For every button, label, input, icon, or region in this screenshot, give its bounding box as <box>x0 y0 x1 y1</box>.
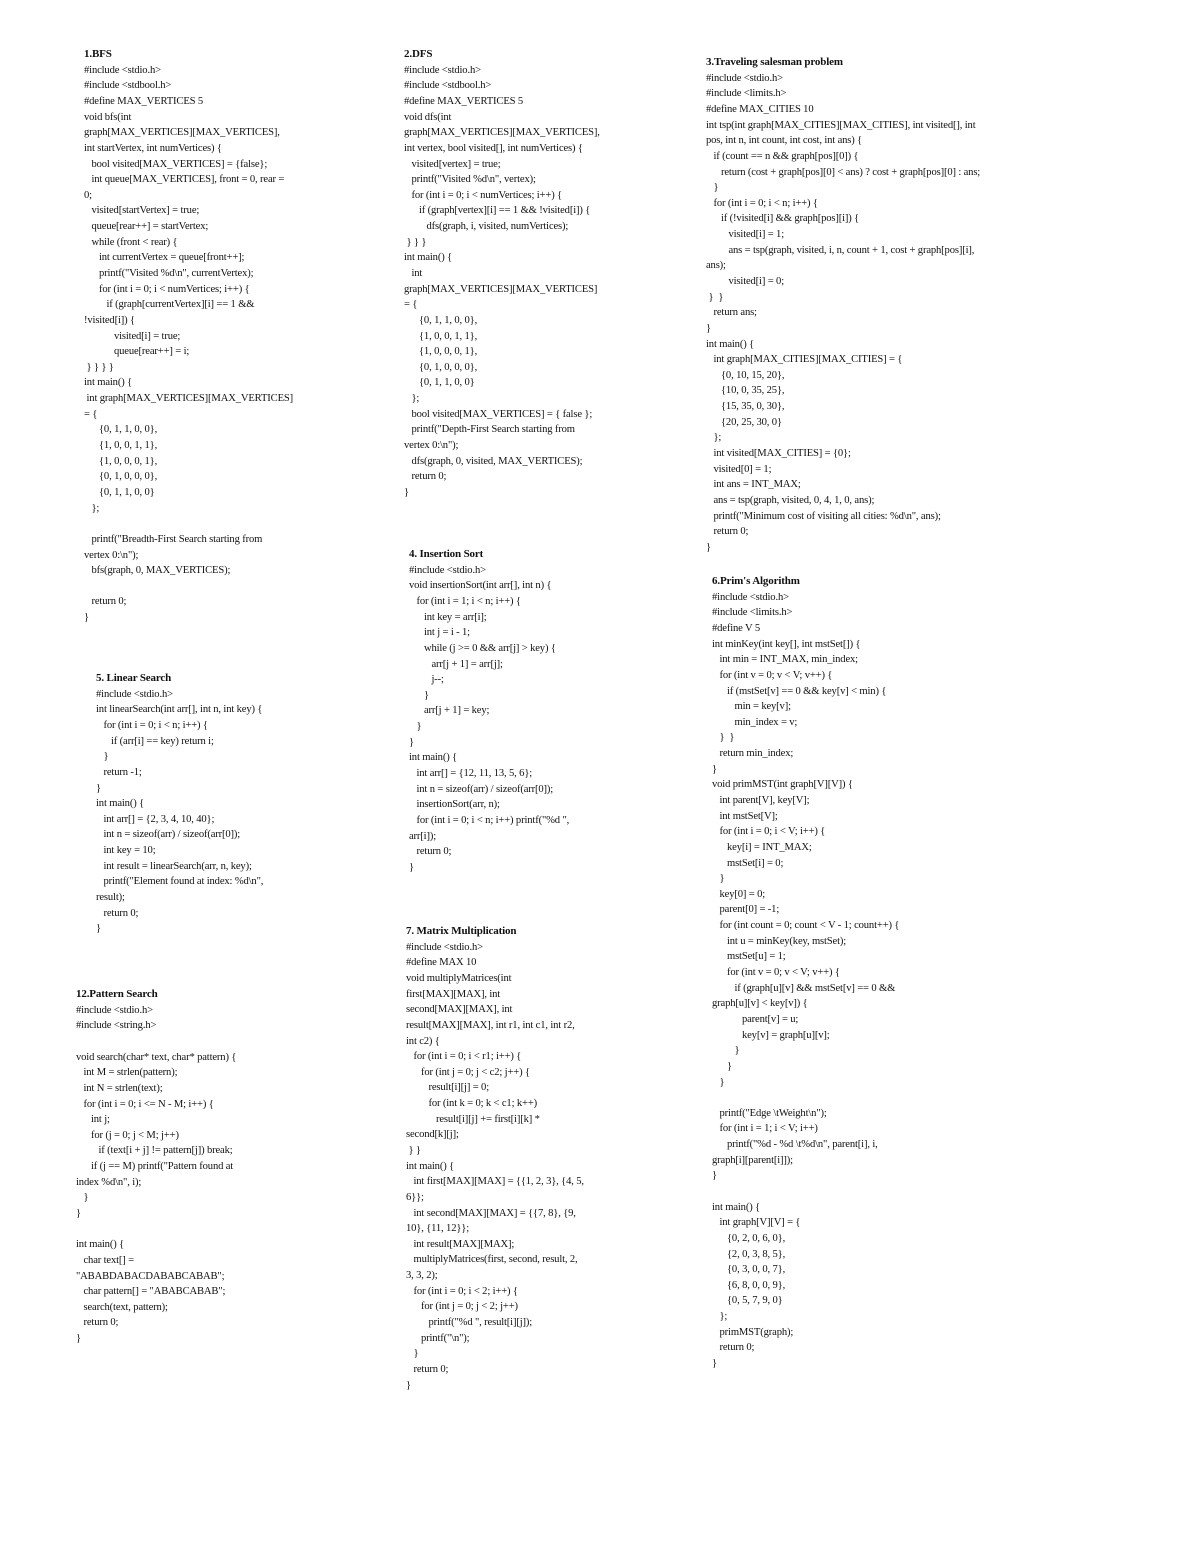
code-line: "ABABDABACDABABCABAB"; <box>76 1270 225 1282</box>
code-line: if (!visited[i] && graph[pos][i]) { <box>706 213 860 225</box>
code-line: for (int i = 1; i < n; i++) { <box>409 595 521 607</box>
code-line: = { <box>404 299 418 311</box>
code-line: int queue[MAX_VERTICES], front = 0, rear = <box>84 174 285 186</box>
code-line: for (int k = 0; k < c1; k++) <box>406 1098 538 1110</box>
code-line: } <box>406 1348 419 1360</box>
bfs-title: 1.BFS <box>84 48 112 60</box>
code-line: return 0; <box>76 1317 119 1329</box>
code-line: #include <limits.h> <box>712 607 793 619</box>
code-line: search(text, pattern); <box>76 1301 168 1313</box>
code-line: #define MAX_VERTICES 5 <box>404 95 524 107</box>
code-line: if (text[i + j] != pattern[j]) break; <box>76 1145 233 1157</box>
code-line: if (mstSet[v] == 0 && key[v] < min) { <box>712 685 887 697</box>
code-line: parent[0] = -1; <box>712 904 780 916</box>
code-line: int parent[V], key[V]; <box>712 794 810 806</box>
code-line: } <box>409 721 422 733</box>
code-line: } } <box>406 1144 421 1156</box>
code-line: index %d\n", i); <box>76 1176 142 1188</box>
code-line: visited[0] = 1; <box>706 463 772 475</box>
code-line: #define MAX_VERTICES 5 <box>84 95 204 107</box>
code-line: void insertionSort(int arr[], int n) { <box>409 580 552 592</box>
code-line: for (int v = 0; v < V; v++) { <box>712 967 840 979</box>
code-line: key[v] = graph[u][v]; <box>712 1029 830 1041</box>
code-line: parent[v] = u; <box>712 1013 799 1025</box>
prim-block <box>712 574 1012 1372</box>
code-line: int n = sizeof(arr) / sizeof(arr[0]); <box>409 783 554 795</box>
code-line: for (int i = 0; i < n; i++) { <box>96 719 208 731</box>
code-line: } <box>406 1379 411 1391</box>
code-line: #include <stdio.h> <box>706 72 783 84</box>
code-line: {0, 1, 1, 0, 0} <box>404 377 475 389</box>
code-line: for (int i = 0; i < n; i++) { <box>706 197 818 209</box>
code-line: graph[MAX_VERTICES][MAX_VERTICES], <box>404 127 600 139</box>
code-line: printf("%d - %d \t%d\n", parent[i], i, <box>712 1139 878 1151</box>
code-line: 3, 3, 2); <box>406 1270 438 1282</box>
code-line: printf("\n"); <box>406 1332 470 1344</box>
code-line: #include <stdio.h> <box>409 564 486 576</box>
code-line: } <box>712 1170 717 1182</box>
code-line: int tsp(int graph[MAX_CITIES][MAX_CITIES], int visited[], int <box>706 119 976 131</box>
code-line: #include <stdbool.h> <box>84 80 172 92</box>
code-line: #define MAX 10 <box>406 957 477 969</box>
code-line: int arr[] = {2, 3, 4, 10, 40}; <box>96 813 215 825</box>
code-line: printf("Edge \tWeight\n"); <box>712 1107 827 1119</box>
code-line: visited[i] = true; <box>84 330 181 342</box>
dfs-block <box>404 47 694 501</box>
code-line: #include <stdio.h> <box>76 1004 153 1016</box>
pattern-code <box>76 1003 336 1347</box>
code-line: {1, 0, 0, 0, 1}, <box>404 346 478 358</box>
tsp-block <box>706 55 1106 556</box>
code-line: pos, int n, int count, int cost, int ans) { <box>706 135 863 147</box>
code-line: {2, 0, 3, 8, 5}, <box>712 1248 786 1260</box>
code-line: #include <stdio.h> <box>96 688 173 700</box>
code-line: printf("%d ", result[i][j]); <box>406 1317 533 1329</box>
code-line: key[i] = INT_MAX; <box>712 841 812 853</box>
code-line: } <box>84 612 89 624</box>
code-line: } <box>76 1333 81 1345</box>
code-line: arr[i]); <box>409 830 437 842</box>
code-line <box>76 1222 336 1238</box>
code-line: {10, 0, 35, 25}, <box>706 385 785 397</box>
code-line: return min_index; <box>712 748 794 760</box>
code-line: } } } } <box>84 361 114 373</box>
code-line: visited[startVertex] = true; <box>84 205 200 217</box>
insertion-title: 4. Insertion Sort <box>409 548 484 560</box>
code-line: for (int i = 0; i <= N - M; i++) { <box>76 1098 214 1110</box>
matrix-block <box>406 924 666 1393</box>
code-line: return 0; <box>706 526 749 538</box>
dfs-title: 2.DFS <box>404 48 433 60</box>
code-line: } } } <box>404 236 427 248</box>
code-line: char pattern[] = "ABABCABAB"; <box>76 1286 226 1298</box>
code-line: {1, 0, 0, 1, 1}, <box>404 330 478 342</box>
code-line: int first[MAX][MAX] = {{1, 2, 3}, {4, 5, <box>406 1176 584 1188</box>
code-line: int currentVertex = queue[front++]; <box>84 252 245 264</box>
code-line: graph[MAX_VERTICES][MAX_VERTICES] <box>404 283 598 295</box>
code-line: result[i][j] = 0; <box>406 1082 489 1094</box>
linear-code <box>96 687 356 937</box>
code-line: } <box>96 751 109 763</box>
code-line: return 0; <box>406 1363 449 1375</box>
code-line: arr[j + 1] = arr[j]; <box>409 658 503 670</box>
code-line: {0, 3, 0, 0, 7}, <box>712 1264 786 1276</box>
code-line: ans); <box>706 260 726 272</box>
code-line: {6, 8, 0, 0, 9}, <box>712 1279 786 1291</box>
code-line: {0, 1, 0, 0, 0}, <box>84 471 158 483</box>
code-line: }; <box>404 393 420 405</box>
code-line: min = key[v]; <box>712 701 791 713</box>
code-line: } <box>96 923 101 935</box>
code-line: void search(char* text, char* pattern) { <box>76 1051 237 1063</box>
code-line: for (int i = 1; i < V; i++) <box>712 1123 818 1135</box>
code-line <box>84 579 374 595</box>
code-line: for (int j = 0; j < 2; j++) <box>406 1301 518 1313</box>
code-line: visited[i] = 0; <box>706 275 784 287</box>
code-line: }; <box>84 502 100 514</box>
code-line: printf("Minimum cost of visiting all cities: %d\n", ans); <box>706 510 941 522</box>
code-line: visited[i] = 1; <box>706 229 784 241</box>
code-line: mstSet[u] = 1; <box>712 951 786 963</box>
code-line: return 0; <box>96 907 139 919</box>
code-line: int main() { <box>406 1160 455 1172</box>
code-line: arr[j + 1] = key; <box>409 705 490 717</box>
code-line: return 0; <box>84 596 127 608</box>
code-line <box>712 1090 1012 1106</box>
code-line: int second[MAX][MAX] = {{7, 8}, {9, <box>406 1207 576 1219</box>
code-line: } <box>712 1358 717 1370</box>
code-line: void primMST(int graph[V][V]) { <box>712 779 853 791</box>
code-line: if (arr[i] == key) return i; <box>96 735 214 747</box>
code-line: printf("Visited %d\n", vertex); <box>404 174 536 186</box>
code-line: int main() { <box>706 338 755 350</box>
code-line: bool visited[MAX_VERTICES] = {false}; <box>84 158 268 170</box>
code-line: {0, 1, 1, 0, 0}, <box>404 314 478 326</box>
code-line: int graph[V][V] = { <box>712 1217 801 1229</box>
code-line: mstSet[i] = 0; <box>712 857 784 869</box>
code-line: } <box>712 1060 732 1072</box>
matrix-code <box>406 940 666 1394</box>
code-line: {0, 2, 0, 6, 0}, <box>712 1232 786 1244</box>
code-line: {0, 5, 7, 9, 0} <box>712 1295 783 1307</box>
code-line: for (int v = 0; v < V; v++) { <box>712 669 833 681</box>
code-line: bfs(graph, 0, MAX_VERTICES); <box>84 565 231 577</box>
dfs-code <box>404 63 694 501</box>
code-line: int ans = INT_MAX; <box>706 479 801 491</box>
code-line: int j = i - 1; <box>409 627 470 639</box>
code-line: int visited[MAX_CITIES] = {0}; <box>706 448 851 460</box>
code-line: for (int i = 0; i < numVertices; i++) { <box>84 283 250 295</box>
code-line: multiplyMatrices(first, second, result, 2, <box>406 1254 578 1266</box>
code-line: queue[rear++] = startVertex; <box>84 221 209 233</box>
code-line: } <box>404 486 409 498</box>
insertion-code <box>409 563 669 876</box>
code-line: primMST(graph); <box>712 1326 794 1338</box>
code-line: if (count == n && graph[pos][0]) { <box>706 150 859 162</box>
code-line: int linearSearch(int arr[], int n, int key) { <box>96 704 263 716</box>
code-line: if (graph[currentVertex][i] == 1 && <box>84 299 255 311</box>
code-line: #include <string.h> <box>76 1020 157 1032</box>
code-line: void dfs(int <box>404 111 452 123</box>
code-line: for (int i = 0; i < 2; i++) { <box>406 1285 518 1297</box>
code-line: } <box>409 689 429 701</box>
code-line: int u = minKey(key, mstSet); <box>712 935 847 947</box>
code-line: graph[i][parent[i]]); <box>712 1154 793 1166</box>
code-line: for (int i = 0; i < V; i++) { <box>712 826 826 838</box>
code-line: int vertex, bool visited[], int numVertices) { <box>404 142 583 154</box>
code-line: = { <box>84 408 98 420</box>
code-line: return -1; <box>96 766 142 778</box>
code-line: vertex 0:\n"); <box>84 549 139 561</box>
code-line: for (int count = 0; count < V - 1; count++) { <box>712 920 900 932</box>
code-line <box>712 1184 1012 1200</box>
code-line: result); <box>96 891 125 903</box>
code-line: } <box>706 541 711 553</box>
code-line: #include <stdio.h> <box>404 64 481 76</box>
code-line: visited[vertex] = true; <box>404 158 501 170</box>
code-line: } <box>712 873 725 885</box>
linear-title: 5. Linear Search <box>96 672 172 684</box>
code-line: {0, 1, 1, 0, 0} <box>84 486 155 498</box>
insertion-block <box>409 547 669 875</box>
code-line: } <box>706 322 711 334</box>
code-line: if (graph[vertex][i] == 1 && !visited[i]) { <box>404 205 591 217</box>
code-line: #include <stdbool.h> <box>404 80 492 92</box>
code-line: return 0; <box>409 846 452 858</box>
code-line: for (j = 0; j < M; j++) <box>76 1129 179 1141</box>
pattern-block <box>76 987 336 1347</box>
code-line: int n = sizeof(arr) / sizeof(arr[0]); <box>96 829 241 841</box>
code-line: char text[] = <box>76 1254 134 1266</box>
code-line: } <box>409 861 414 873</box>
code-line <box>84 516 374 532</box>
code-line <box>76 1034 336 1050</box>
code-line: #include <stdio.h> <box>712 591 789 603</box>
code-line: ans = tsp(graph, visited, i, n, count + 1, cost + graph[pos][i], <box>706 244 975 256</box>
code-line: min_index = v; <box>712 716 798 728</box>
code-line: {0, 10, 15, 20}, <box>706 369 785 381</box>
code-line: int main() { <box>409 752 458 764</box>
bfs-code <box>84 63 374 626</box>
code-line: second[k][j]; <box>406 1129 459 1141</box>
code-line: key[0] = 0; <box>712 888 766 900</box>
code-line: }; <box>706 432 722 444</box>
code-line: if (graph[u][v] && mstSet[v] == 0 && <box>712 982 896 994</box>
code-line: for (int i = 0; i < numVertices; i++) { <box>404 189 563 201</box>
code-line: void bfs(int <box>84 111 132 123</box>
prim-code <box>712 590 1012 1372</box>
code-line: int key = 10; <box>96 845 156 857</box>
code-line: dfs(graph, i, visited, numVertices); <box>404 221 569 233</box>
code-line: } <box>712 1045 740 1057</box>
code-line: queue[rear++] = i; <box>84 346 190 358</box>
code-line: #include <limits.h> <box>706 88 787 100</box>
code-line: vertex 0:\n"); <box>404 440 459 452</box>
code-line: int main() { <box>84 377 133 389</box>
code-line: int minKey(int key[], int mstSet[]) { <box>712 638 861 650</box>
code-line: } <box>76 1192 89 1204</box>
code-line: int main() { <box>96 798 145 810</box>
code-line: } <box>706 182 719 194</box>
bfs-block <box>84 47 374 626</box>
code-line: int main() { <box>712 1201 761 1213</box>
code-line: #include <stdio.h> <box>84 64 161 76</box>
code-line: insertionSort(arr, n); <box>409 799 500 811</box>
code-line: {15, 35, 0, 30}, <box>706 401 785 413</box>
code-line: } } <box>712 732 735 744</box>
code-line: {1, 0, 0, 1, 1}, <box>84 440 158 452</box>
code-line: int j; <box>76 1114 110 1126</box>
code-line: int main() { <box>404 252 453 264</box>
code-line: graph[u][v] < key[v]) { <box>712 998 808 1010</box>
code-line: int M = strlen(pattern); <box>76 1067 178 1079</box>
code-line: 0; <box>84 189 92 201</box>
code-line: graph[MAX_VERTICES][MAX_VERTICES], <box>84 127 280 139</box>
code-line: int result[MAX][MAX]; <box>406 1238 515 1250</box>
code-line: !visited[i]) { <box>84 314 135 326</box>
code-line: bool visited[MAX_VERTICES] = { false }; <box>404 408 593 420</box>
code-line: result[i][j] += first[i][k] * <box>406 1113 540 1125</box>
code-line: int startVertex, int numVertices) { <box>84 142 222 154</box>
code-line: if (j == M) printf("Pattern found at <box>76 1161 234 1173</box>
code-line: {20, 25, 30, 0} <box>706 416 782 428</box>
code-line: } <box>96 782 101 794</box>
code-line: j--; <box>409 674 444 686</box>
code-line: int result = linearSearch(arr, n, key); <box>96 860 252 872</box>
code-line: } <box>76 1207 81 1219</box>
matrix-title: 7. Matrix Multiplication <box>406 925 517 937</box>
code-line: for (int j = 0; j < c2; j++) { <box>406 1066 530 1078</box>
code-line: }; <box>712 1311 728 1323</box>
code-line: } } <box>706 291 724 303</box>
code-line: for (int i = 0; i < r1; i++) { <box>406 1051 522 1063</box>
code-line: printf("Breadth-First Search starting from <box>84 533 263 545</box>
code-line: int N = strlen(text); <box>76 1082 163 1094</box>
code-line: dfs(graph, 0, visited, MAX_VERTICES); <box>404 455 583 467</box>
code-line: int <box>404 267 423 279</box>
code-line: second[MAX][MAX], int <box>406 1004 513 1016</box>
code-line: printf("Visited %d\n", currentVertex); <box>84 267 254 279</box>
code-line: 6}}; <box>406 1191 424 1203</box>
code-line: while (j >= 0 && arr[j] > key) { <box>409 642 556 654</box>
prim-title: 6.Prim's Algorithm <box>712 575 800 587</box>
code-line: int graph[MAX_VERTICES][MAX_VERTICES] <box>84 393 294 405</box>
code-line: return ans; <box>706 307 757 319</box>
code-line: return 0; <box>712 1342 755 1354</box>
pattern-title: 12.Pattern Search <box>76 988 158 1000</box>
code-line: #define V 5 <box>712 622 760 634</box>
code-line: void multiplyMatrices(int <box>406 972 512 984</box>
code-line: return 0; <box>404 471 447 483</box>
tsp-code <box>706 71 1106 556</box>
code-line: #include <stdio.h> <box>406 941 483 953</box>
code-line: int main() { <box>76 1239 125 1251</box>
code-line: {0, 1, 0, 0, 0}, <box>404 361 478 373</box>
code-line: int key = arr[i]; <box>409 611 487 623</box>
code-line: } <box>712 1076 725 1088</box>
code-line: int c2) { <box>406 1035 440 1047</box>
code-line: 10}, {11, 12}}; <box>406 1223 470 1235</box>
code-line: while (front < rear) { <box>84 236 178 248</box>
code-line: int arr[] = {12, 11, 13, 5, 6}; <box>409 767 533 779</box>
code-line: printf("Depth-First Search starting from <box>404 424 575 436</box>
code-line: {1, 0, 0, 0, 1}, <box>84 455 158 467</box>
code-line: } <box>712 763 717 775</box>
code-line: result[MAX][MAX], int r1, int c1, int r2, <box>406 1019 575 1031</box>
code-line: first[MAX][MAX], int <box>406 988 501 1000</box>
code-line: int min = INT_MAX, min_index; <box>712 654 858 666</box>
code-line: printf("Element found at index: %d\n", <box>96 876 264 888</box>
code-line: #define MAX_CITIES 10 <box>706 103 814 115</box>
code-line: int graph[MAX_CITIES][MAX_CITIES] = { <box>706 354 903 366</box>
linear-block <box>96 671 356 937</box>
code-line: {0, 1, 1, 0, 0}, <box>84 424 158 436</box>
code-line: return (cost + graph[pos][0] < ans) ? cost + graph[pos][0] : ans; <box>706 166 981 178</box>
code-line: for (int i = 0; i < n; i++) printf("%d ", <box>409 814 570 826</box>
code-line: ans = tsp(graph, visited, 0, 4, 1, 0, ans); <box>706 494 875 506</box>
code-line: int mstSet[V]; <box>712 810 778 822</box>
tsp-title: 3.Traveling salesman problem <box>706 56 843 68</box>
code-line: } <box>409 736 414 748</box>
